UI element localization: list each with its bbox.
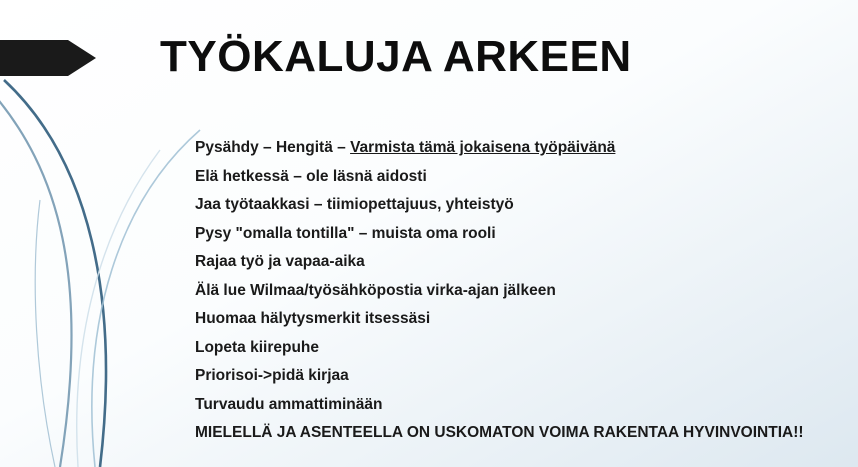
list-item — [195, 254, 835, 270]
list-item-text: Pysähdy – Hengitä – — [195, 139, 351, 156]
list-item-text: Lopeta kiirepuhe — [195, 338, 320, 356]
list-item-text: Pysy "omalla tontilla" – muista oma rooli — [195, 224, 496, 242]
list-item-text: Turvaudu ammattiminään — [195, 395, 383, 413]
list-item — [195, 283, 835, 299]
list-item-text: Älä lue Wilmaa/työsähköpostia virka-ajan jälkeen — [195, 281, 556, 299]
list-item-text: Priorisoi->pidä kirjaa — [195, 367, 349, 384]
list-item-text: MIELELLÄ JA ASENTEELLA ON USKOMATON VOIMA RAKENTAA HYVINVOINTIA!! — [195, 424, 804, 441]
list-item-text: Elä hetkessä – ole läsnä aidosti — [195, 167, 427, 185]
list-item — [195, 140, 835, 156]
list-item — [195, 311, 835, 327]
list-item — [195, 397, 835, 413]
list-item — [195, 425, 835, 441]
title-arrow-icon — [0, 36, 96, 80]
list-item-text: Rajaa työ ja vapaa-aika — [195, 253, 365, 270]
list-item-underlined-text: Varmista tämä jokaisena työpäivänä — [350, 139, 616, 156]
list-item — [195, 226, 835, 242]
bullet-list — [195, 140, 835, 441]
list-item — [195, 169, 835, 185]
list-item — [195, 197, 835, 213]
list-item-text: Jaa työtaakkasi – tiimiopettajuus, yhteistyö — [195, 196, 514, 213]
list-item — [195, 340, 835, 356]
list-item-text: Huomaa hälytysmerkit itsessäsi — [195, 310, 431, 327]
page-title: TYÖKALUJA ARKEEN — [160, 32, 632, 81]
list-item — [195, 368, 835, 384]
